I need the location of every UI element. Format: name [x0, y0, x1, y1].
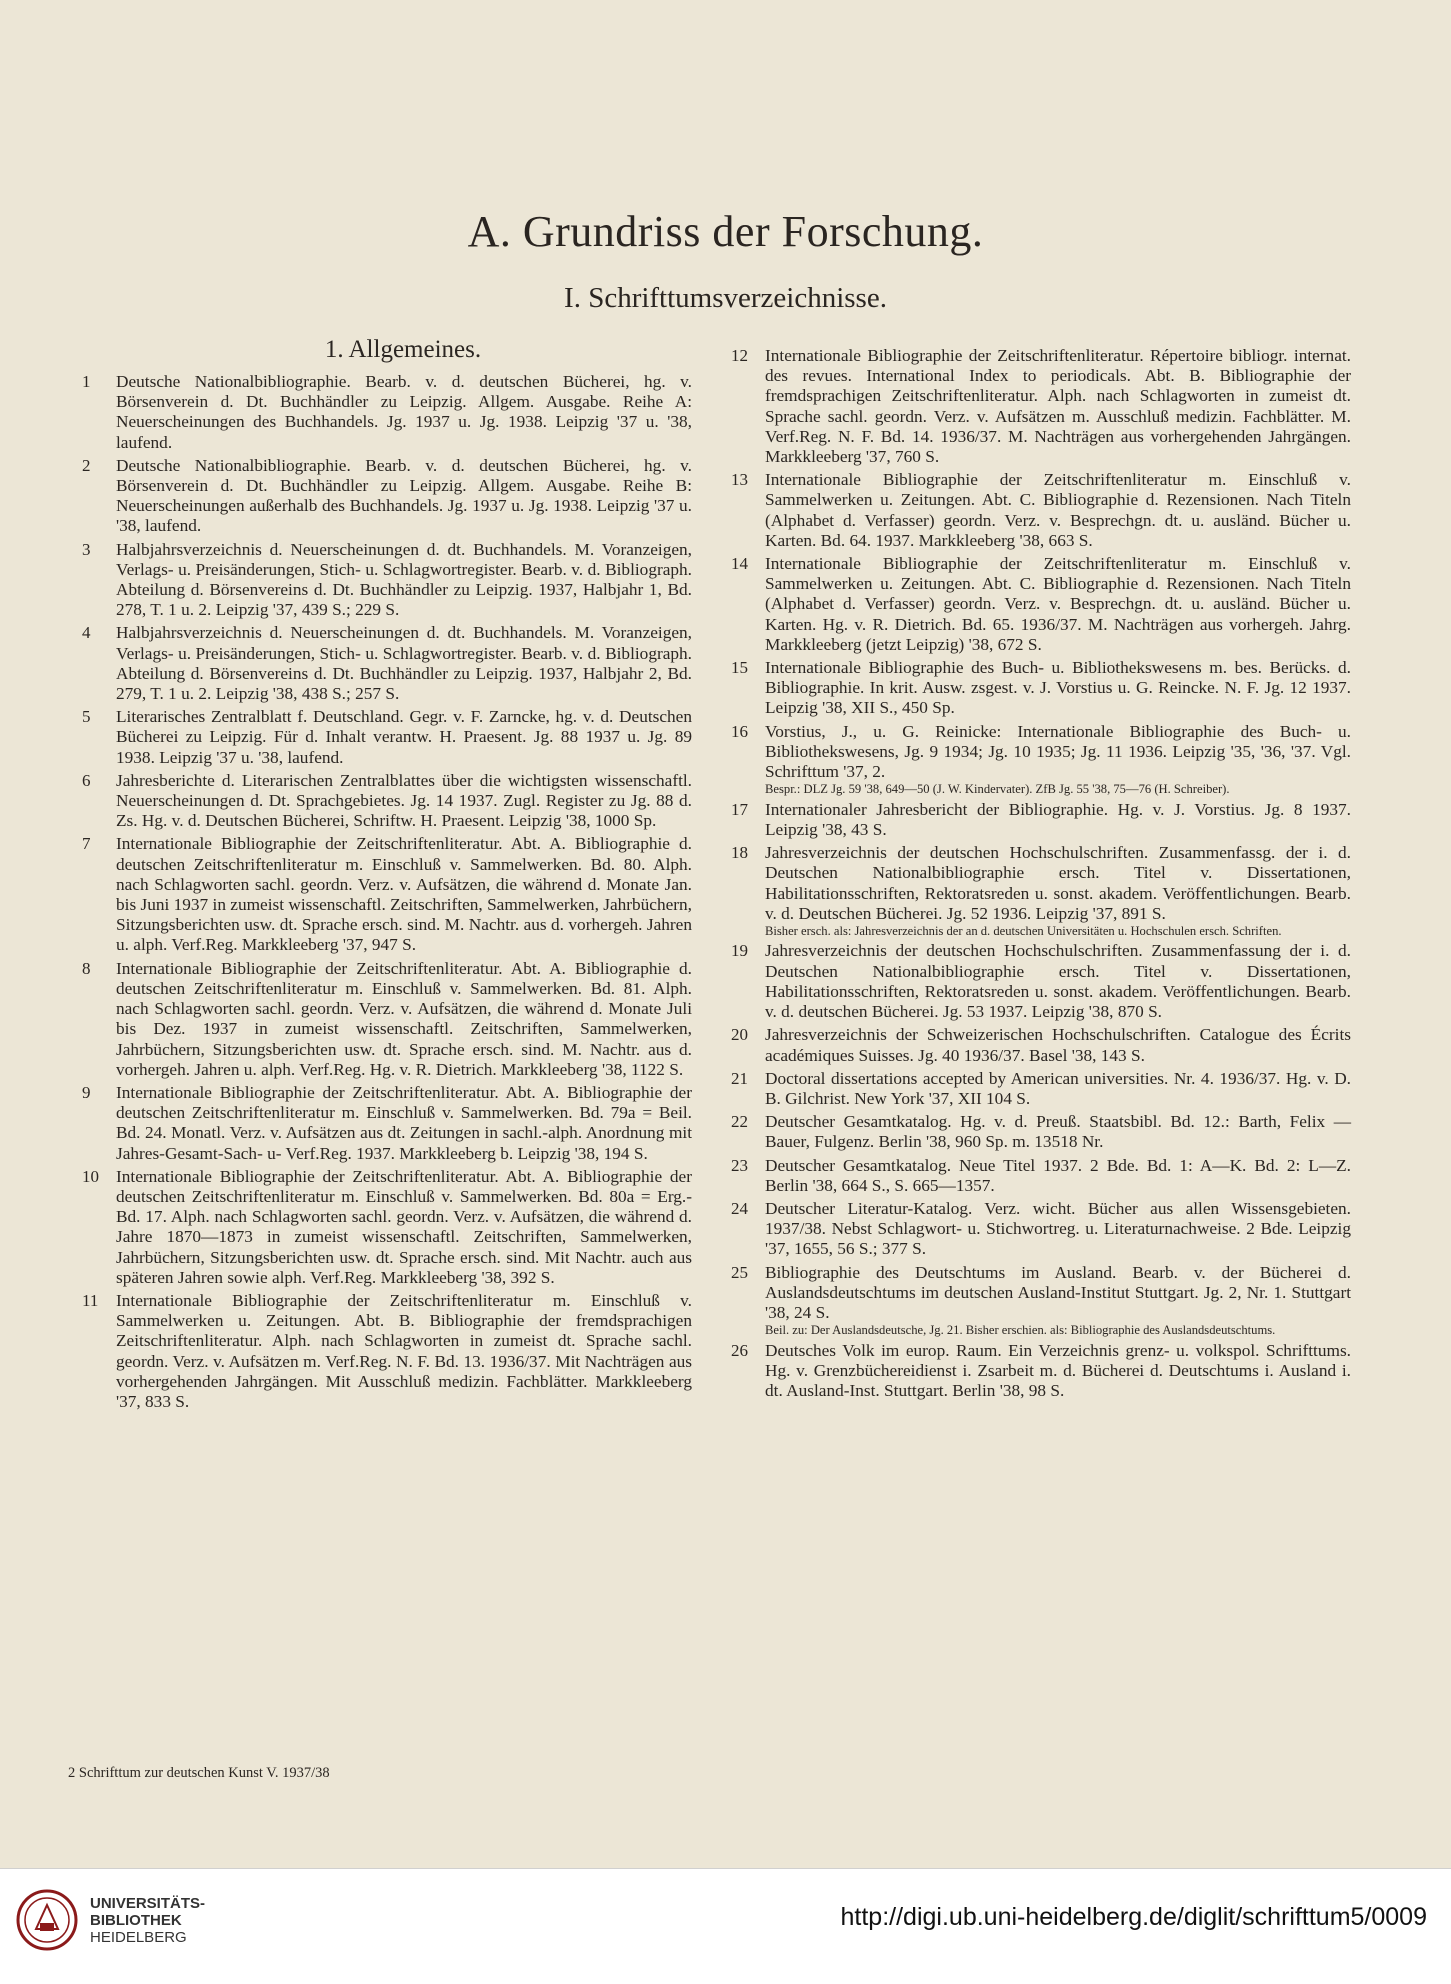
entry-text: Vorstius, J., u. G. Reinicke: Internationale Bibliographie des Buch- u. Bibliothekswesens, Jg. 9 1934; Jg. 10 1935; Jg. 11 1936. Leipzig '35, '36, '37. Vgl. Schrifttum '37, 2.	[765, 721, 1351, 782]
entry-text: Internationale Bibliographie der Zeitschriftenliteratur m. Einschluß v. Sammelwerken u. Zeitungen. Abt. C. Bibliographie d. Rezensionen. Nach Titeln (Alphabet d. Verfasser) geordn. Verz. v. Besprechgn. dt. u. ausländ. Bücher u. Karten. Hg. v. R. Dietrich. Bd. 65. 1936/37. M. Nachträgen aus vorhergeh. Jahrg. Markkleeberg (jetzt Leipzig) '38, 672 S.	[765, 554, 1351, 654]
page-footer-note: 2 Schrifttum zur deutschen Kunst V. 1937/38	[68, 1765, 330, 1781]
entry-text: Bibliographie des Deutschtums im Ausland. Bearb. v. der Bücherei d. Auslandsdeutschtums im deutschen Ausland-Institut Stuttgart. Jg. 2, Nr. 1. Stuttgart '38, 24 S.	[765, 1262, 1351, 1322]
left-entry-list	[82, 372, 692, 1412]
bibliography-entry	[731, 1069, 1351, 1109]
bibliography-entry	[82, 771, 692, 832]
page-title: A. Grundriss der Forschung.	[467, 207, 984, 256]
entry-number: 19	[731, 941, 748, 961]
bibliography-entry	[731, 722, 1351, 797]
bibliography-entry	[731, 1025, 1351, 1065]
entry-text: Internationale Bibliographie der Zeitschriftenliteratur. Abt. A. Bibliographie d. deutschen Zeitschriftenliteratur m. Einschluß v. Sammelwerken. Bd. 81. Alph. nach Schlagworten sachl. geordn. Verz. v. Aufsätzen, die während d. Monate Juli bis Dez. 1937 in zumeist wissenschaftl. Zeitschriften, Sammelwerken, Jahrbüchern, Sitzungsberichten usw. dt. Sprache ersch. sind. M. Nachtr. aus d. vorhergeh. Jahren u. alph. Verf.Reg. Hg. v. R. Dietrich. Markkleeberg '38, 1122 S.	[116, 958, 692, 1079]
entry-text: Internationale Bibliographie der Zeitschriftenliteratur. Abt. A. Bibliographie d. deutschen Zeitschriftenliteratur m. Einschluß v. Sammelwerken. Bd. 80. Alph. nach Schlagworten sachl. geordn. Verz. v. Aufsätzen, die während d. Monate Jan. bis Juni 1937 in zumeist wissenschaftl. Zeitschriften, Sammelwerken, Jahrbüchern, Sitzungsberichten usw. dt. Sprache ersch. sind. M. Nachtr. aus d. vorhergeh. Jahren u. alph. Verf.Reg. Markkleeberg '37, 947 S.	[116, 834, 692, 955]
bibliography-entry	[82, 1291, 692, 1412]
bibliography-entry	[82, 456, 692, 537]
entry-text: Internationale Bibliographie der Zeitschriftenliteratur. Abt. A. Bibliographie der deutschen Zeitschriftenliteratur m. Einschluß v. Sammelwerken. Bd. 80a = Erg.-Bd. 17. Alph. nach Schlagworten sachl. geordn. Verz. v. Aufsätzen, die während d. Jahre 1870—1873 in zumeist wissenschaftl. Zeitschriften, Sammelwerken, Jahrbüchern, Sitzungsberichten usw. dt. Sprache ersch. sind. Mit Nachtr. auch aus späteren Jahren sowie alph. Verf.Reg. Markkleeberg '38, 392 S.	[116, 1166, 692, 1287]
entry-text: Jahresberichte d. Literarischen Zentralblattes über die wichtigsten wissenschaftl. Neuerscheinungen d. Dt. Sprachgebietes. Jg. 14 1937. Zugl. Register zu Jg. 88 d. Zs. Hg. v. d. Deutschen Bücherei, Schriftw. H. Praesent. Leipzig '38, 1000 Sp.	[116, 770, 692, 831]
bibliography-entry	[82, 540, 692, 621]
bibliography-entry	[731, 1112, 1351, 1152]
university-seal-icon	[16, 1889, 78, 1951]
entry-number: 22	[731, 1112, 748, 1132]
entry-text: Halbjahrsverzeichnis d. Neuerscheinungen d. dt. Buchhandels. M. Voranzeigen, Verlags- u. Preisänderungen, Stich- u. Schlagwortregister. Bearb. v. d. Bibliograph. Abteilung d. Börsenvereins d. Dt. Buchhändler zu Leipzig. 1937, Halbjahr 2, Bd. 279, T. 1 u. 2. Leipzig '38, 438 S.; 257 S.	[116, 623, 692, 704]
entry-text: Deutscher Gesamtkatalog. Neue Titel 1937. 2 Bde. Bd. 1: A—K. Bd. 2: L—Z. Berlin '38, 664 S., S. 665—1357.	[765, 1155, 1351, 1195]
entry-number: 14	[731, 554, 748, 574]
bibliography-entry	[731, 658, 1351, 719]
entry-body	[116, 456, 692, 537]
entry-body	[765, 1112, 1351, 1152]
entry-number: 7	[82, 834, 91, 854]
entry-number: 16	[731, 721, 748, 741]
entry-text: Internationale Bibliographie der Zeitschriftenliteratur. Répertoire bibliogr. internat. des revues. International Index to periodicals. Abt. B. Bibliographie der fremdsprachigen Zeitschriftenliteratur. Alph. nach Schlagworten in zumeist dt. Sprache sachl. geordn. Verz. v. Aufsätzen m. Ausschluß medizin. Fachblätter. M. Verf.Reg. N. F. Bd. 14. 1936/37. M. Nachträgen aus vorhergehenden Jahrgängen. Markkleeberg '37, 760 S.	[765, 346, 1351, 467]
section-heading: 1. Allgemeines.	[324, 336, 482, 363]
entry-text: Deutsches Volk im europ. Raum. Ein Verzeichnis grenz- u. volkspol. Schrifttums. Hg. v. Grenzbüchereidienst i. Zsarbeit m. d. Bücherei d. Deutschtums i. Ausland i. dt. Ausland-Inst. Stuttgart. Berlin '38, 98 S.	[765, 1340, 1351, 1401]
entry-number: 4	[82, 623, 91, 643]
right-column	[731, 346, 1351, 1404]
entry-text: Jahresverzeichnis der deutschen Hochschulschriften. Zusammenfassung der i. d. Deutschen Nationalbibliographie ersch. Titel v. Dissertationen, Habilitationsschriften, Rektoratsreden u. sonst. akadem. Veröffentlichungen. Bearb. v. d. deutschen Bücherei. Jg. 53 1937. Leipzig '38, 870 S.	[765, 941, 1351, 1022]
entry-text: Deutscher Literatur-Katalog. Verz. wicht. Bücher aus allen Wissensgebieten. 1937/38. Nebst Schlagwort- u. Stichwortreg. u. Literaturnachweise. 2 Bde. Leipzig '37, 1655, 56 S.; 377 S.	[765, 1198, 1351, 1259]
entry-body	[116, 834, 692, 955]
entry-text: Halbjahrsverzeichnis d. Neuerscheinungen d. dt. Buchhandels. M. Voranzeigen, Verlags- u. Preisänderungen, Stich- u. Schlagwortregister. Bearb. v. d. Bibliograph. Abteilung d. Börsenvereins d. Dt. Buchhändler zu Leipzig. 1937, Halbjahr 1, Bd. 278, T. 1 u. 2. Leipzig '37, 439 S.; 229 S.	[116, 539, 692, 620]
entry-text: Deutsche Nationalbibliographie. Bearb. v. d. deutschen Bücherei, hg. v. Börsenverein d. Dt. Buchhändler zu Leipzig. Allgem. Ausgabe. Reihe B: Neuerscheinungen außerhalb des Buchhandels. Jg. 1937 u. Jg. 1938. Leipzig '37 u. '38, laufend.	[116, 455, 692, 536]
bibliography-entry	[82, 1083, 692, 1164]
entry-body	[116, 771, 692, 832]
entry-body	[116, 707, 692, 768]
logo-line-1: UNIVERSITÄTS-	[90, 1895, 206, 1912]
entry-number: 18	[731, 843, 748, 863]
entry-text: Jahresverzeichnis der deutschen Hochschulschriften. Zusammenfassg. der i. d. Deutschen Nationalbibliographie ersch. Titel v. Dissertationen, Habilitationsschriften, Rektoratsreden u. sonst. akadem. Veröffentlichungen. Bearb. v. d. Deutschen Bücherei. Jg. 52 1936. Leipzig '37, 891 S.	[765, 843, 1351, 923]
entry-body	[116, 1167, 692, 1288]
entry-text: Deutsche Nationalbibliographie. Bearb. v. d. deutschen Bücherei, hg. v. Börsenverein d. Dt. Buchhändler zu Leipzig. Allgem. Ausgabe. Reihe A: Neuerscheinungen des Buchhandels. Jg. 1937 u. Jg. 1938. Leipzig '37 u. '38, laufend.	[116, 372, 692, 452]
entry-number: 25	[731, 1262, 748, 1282]
entry-number: 17	[731, 799, 748, 819]
entry-text: Deutscher Gesamtkatalog. Hg. v. d. Preuß. Staatsbibl. Bd. 12.: Barth, Felix — Bauer, Fulgenz. Berlin '38, 960 Sp. m. 13518 Nr.	[765, 1112, 1351, 1152]
entry-text: Jahresverzeichnis der Schweizerischen Hochschulschriften. Catalogue des Écrits académiques Suisses. Jg. 40 1936/37. Basel '38, 143 S.	[765, 1025, 1351, 1065]
entry-number: 11	[82, 1290, 99, 1310]
entry-text: Literarisches Zentralblatt f. Deutschland. Gegr. v. F. Zarncke, hg. v. d. Deutschen Bücherei zu Leipzig. Für d. Inhalt verantw. H. Praesent. Jg. 88 1937 u. Jg. 89 1938. Leipzig '37 u. '38, laufend.	[116, 707, 692, 767]
entry-number: 24	[731, 1198, 748, 1218]
left-column	[82, 336, 692, 1415]
entry-number: 9	[82, 1082, 91, 1102]
bibliography-entry	[82, 707, 692, 768]
entry-number: 5	[82, 707, 91, 727]
bibliography-entry	[731, 941, 1351, 1022]
bibliography-entry	[731, 843, 1351, 938]
logo-line-2: BIBLIOTHEK	[90, 1912, 182, 1929]
entry-body	[765, 554, 1351, 655]
entry-text: Internationale Bibliographie des Buch- u. Bibliothekswesens m. bes. Berücks. d. Bibliographie. In krit. Ausw. zsgest. v. J. Vorstius u. G. Reincke. N. F. Jg. 12 1937. Leipzig '38, XII S., 450 Sp.	[765, 658, 1351, 718]
entry-body	[765, 843, 1351, 938]
entry-body	[116, 623, 692, 704]
entry-note: Beil. zu: Der Auslandsdeutsche, Jg. 21. Bisher erschien. als: Bibliographie des Auslandsdeutschtums.	[765, 1323, 1276, 1338]
entry-number: 15	[731, 658, 748, 678]
entry-number: 21	[731, 1068, 748, 1088]
entry-number: 12	[731, 346, 748, 365]
page-subtitle: I. Schrifttumsverzeichnisse.	[564, 282, 887, 314]
entry-number: 2	[82, 455, 91, 475]
entry-body	[116, 1291, 692, 1412]
entry-number: 23	[731, 1155, 748, 1175]
entry-body	[765, 1069, 1351, 1109]
bibliography-entry	[731, 346, 1351, 467]
entry-number: 13	[731, 470, 748, 490]
right-entry-list	[731, 346, 1351, 1401]
source-url-link[interactable]: http://digi.ub.uni-heidelberg.de/diglit/schrifttum5/0009	[840, 1903, 1427, 1931]
bibliography-entry	[731, 800, 1351, 840]
entry-body	[765, 1156, 1351, 1196]
bibliography-entry	[731, 1263, 1351, 1338]
entry-text: Doctoral dissertations accepted by American universities. Nr. 4. 1936/37. Hg. v. D. B. Gilchrist. New York '37, XII 104 S.	[765, 1068, 1351, 1108]
entry-text: Internationale Bibliographie der Zeitschriftenliteratur. Abt. A. Bibliographie der deutschen Zeitschriftenliteratur m. Einschluß v. Sammelwerken. Bd. 79a = Beil. Bd. 24. Monatl. Verz. v. Aufsätzen aus dt. Zeitungen in sachl.-alph. Anordnung mit Jahres-Gesamt-Sach- u- Verf.Reg. 1937. Markkleeberg b. Leipzig '38, 194 S.	[116, 1082, 692, 1163]
entry-number: 26	[731, 1340, 748, 1360]
entry-body	[116, 540, 692, 621]
entry-body	[765, 1263, 1351, 1338]
entry-body	[765, 941, 1351, 1022]
bibliography-entry	[731, 470, 1351, 551]
entry-note: Bisher ersch. als: Jahresverzeichnis der an d. deutschen Universitäten u. Hochschulen ersch. Schriften.	[765, 923, 1282, 938]
entry-body	[765, 1199, 1351, 1260]
entry-body	[765, 1341, 1351, 1402]
bibliography-entry	[731, 554, 1351, 655]
entry-body	[765, 800, 1351, 840]
library-logo-text	[90, 1895, 205, 1946]
entry-number: 10	[82, 1166, 99, 1186]
entry-number: 3	[82, 539, 91, 559]
bibliography-entry	[82, 959, 692, 1080]
bibliography-entry	[82, 372, 692, 453]
entry-number: 8	[82, 958, 91, 978]
bibliography-entry	[82, 623, 692, 704]
bibliography-entry	[731, 1156, 1351, 1196]
entry-number: 6	[82, 770, 91, 790]
entry-number: 20	[731, 1025, 748, 1045]
entry-body	[765, 470, 1351, 551]
entry-body	[765, 1025, 1351, 1065]
entry-note: Bespr.: DLZ Jg. 59 '38, 649—50 (J. W. Kindervater). ZfB Jg. 55 '38, 75—76 (H. Schreiber).	[765, 782, 1230, 797]
entry-body	[116, 1083, 692, 1164]
entry-body	[765, 722, 1351, 797]
logo-line-3: HEIDELBERG	[90, 1929, 187, 1946]
entry-number: 1	[82, 372, 91, 391]
entry-body	[116, 372, 692, 453]
bibliography-entry	[82, 1167, 692, 1288]
bibliography-entry	[82, 834, 692, 955]
entry-body	[765, 346, 1351, 467]
library-footer-bar	[0, 1868, 1451, 1984]
entry-text: Internationaler Jahresbericht der Bibliographie. Hg. v. J. Vorstius. Jg. 8 1937. Leipzig '38, 43 S.	[765, 799, 1351, 839]
entry-body	[116, 959, 692, 1080]
entry-text: Internationale Bibliographie der Zeitschriftenliteratur m. Einschluß v. Sammelwerken u. Zeitungen. Abt. C. Bibliographie d. Rezensionen. Nach Titeln (Alphabet d. Verfasser) geordn. Verz. v. Besprechgn. dt. u. ausländ. Bücher u. Karten. Bd. 64. 1937. Markkleeberg '38, 663 S.	[765, 470, 1351, 550]
entry-text: Internationale Bibliographie der Zeitschriftenliteratur m. Einschluß v. Sammelwerken u. Zeitungen. Abt. B. Bibliographie der fremdsprachigen Zeitschriftenliteratur. Alph. nach Schlagworten in zumeist dt. Sprache sachl. geordn. Verz. v. Aufsätzen m. Verf.Reg. N. F. Bd. 13. 1936/37. Mit Nachträgen aus vorhergehenden Jahrgängen. Mit Ausschluß medizin. Fachblätter. Markkleeberg '37, 833 S.	[116, 1290, 692, 1411]
entry-body	[765, 658, 1351, 719]
bibliography-entry	[731, 1341, 1351, 1402]
bibliography-entry	[731, 1199, 1351, 1260]
